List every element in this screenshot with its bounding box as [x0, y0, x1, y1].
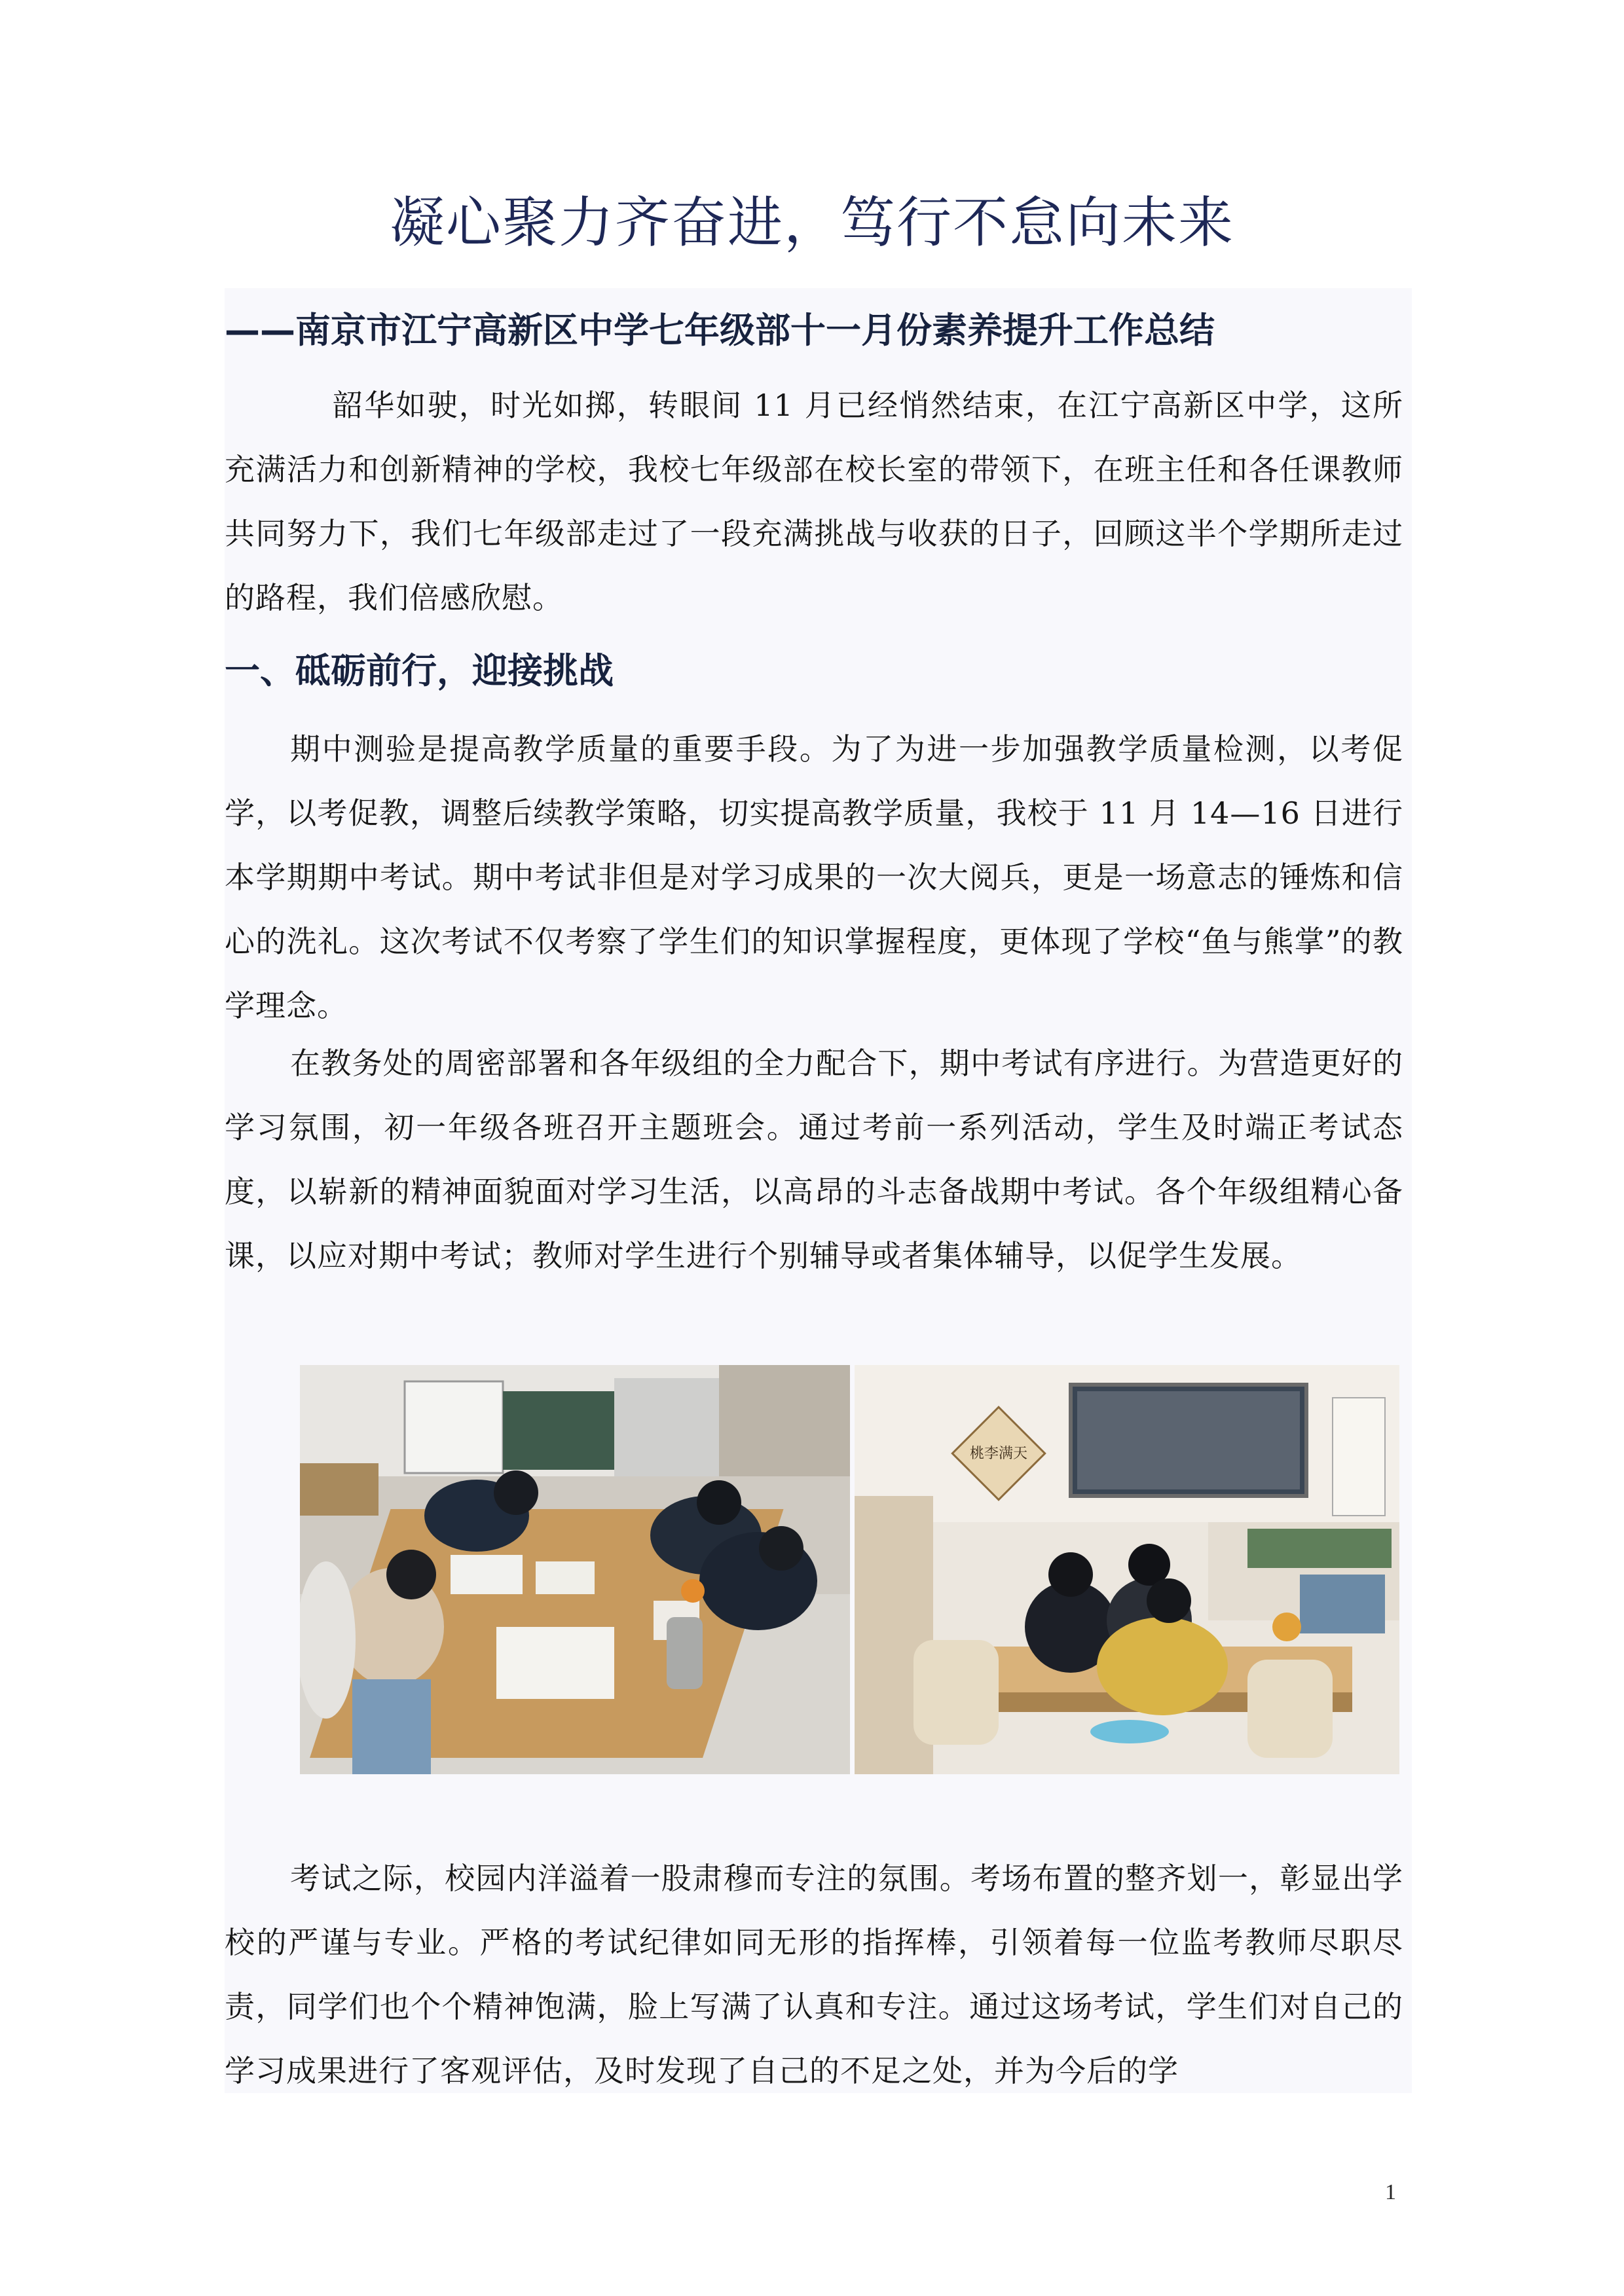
exam-atmosphere-paragraph: 考试之际，校园内洋溢着一股肃穆而专注的氛围。考场布置的整齐划一，彰显出学校的严谨与专业。严格的考试纪律如同无形的指挥棒，引领着每一位监考教师尽职尽责，同学们也个个精神饱满，脸上写满了认真和专注。通过这场考试，学生们对自己的学习成果进行了客观评估，及时发现了自己的不足之处，并为今后的学	[225, 1861, 1403, 2088]
preparation-paragraph: 在教务处的周密部署和各年级组的全力配合下，期中考试有序进行。为营造更好的学习氛围，初一年级各班召开主题班会。通过考前一系列活动，学生及时端正考试态度，以崭新的精神面貌面对学习生活，以高昂的斗志备战期中考试。各个年级组精心备课，以应对期中考试；教师对学生进行个别辅导或者集体辅导，以促学生发展。	[225, 1046, 1403, 1273]
exam-paragraph: 期中测验是提高教学质量的重要手段。为了为进一步加强教学质量检测，以考促学，以考促教，调整后续教学策略，切实提高教学质量，我校于 11 月 14—16 日进行本学期期中考试。期中考试非但是对学习成果的一次大阅兵，更是一场意志的锤炼和信心的洗礼。这次考试不仅考察了学生们的知识掌握程度，更体现了学校“鱼与熊掌”的教学理念。	[225, 731, 1403, 1023]
page-title: 凝心聚力齐奋进，笃行不怠向未来	[389, 191, 1234, 255]
section-heading: 一、砥砺前行，迎接挑战	[225, 650, 614, 691]
page-subtitle: ——南京市江宁高新区中学七年级部十一月份素养提升工作总结	[225, 310, 1215, 351]
classroom-photo-right	[855, 1365, 1399, 1774]
page-number: 1	[1385, 2180, 1396, 2204]
intro-paragraph: 韶华如驶，时光如掷，转眼间 11 月已经悄然结束，在江宁高新区中学，这所充满活力和创新精神的学校，我校七年级部在校长室的带领下，在班主任和各任课教师共同努力下，我们七年级部走过了一段充满挑战与收获的日子，回顾这半个学期所走过的路程，我们倍感欣慰。	[225, 388, 1403, 615]
classroom-photo-left	[300, 1365, 850, 1774]
wall-sign-text: 桃李满天	[969, 1446, 1028, 1462]
